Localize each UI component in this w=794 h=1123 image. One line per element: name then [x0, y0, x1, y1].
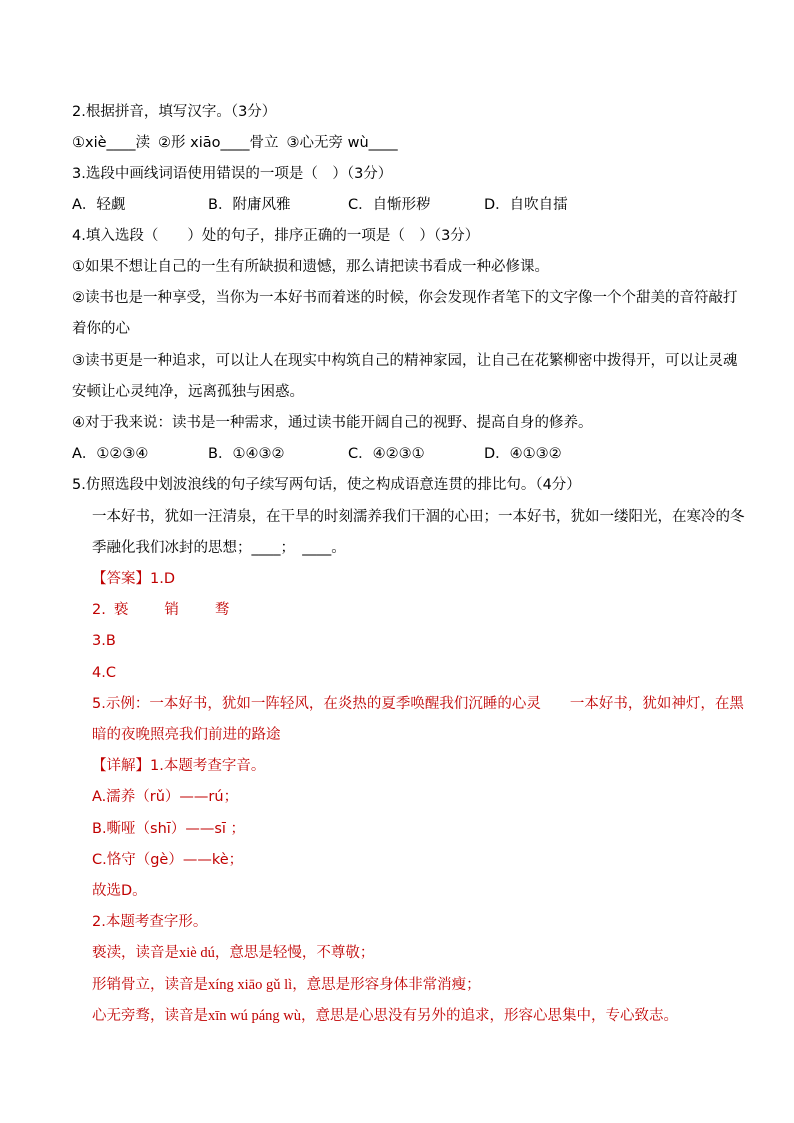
answer-2-char-1: 亵 — [113, 602, 129, 618]
explanation-part-2-title: 2.本题考查字形。 — [92, 914, 208, 930]
q5-title: 5.仿照选段中划波浪线的句子续写两句话，使之构成语意连贯的排比句。（4分） — [72, 477, 581, 493]
answer-2-number: 2. — [92, 602, 106, 618]
q4-sentence-3-line-1: ③读书更是一种追求，可以让人在现实中构筑自己的精神家园，让自己在花繁柳密中拨得开，可以让灵魂 — [72, 353, 738, 369]
q4-sentence-2-line-2: 着你的心 — [72, 321, 130, 337]
answer-2-char-3: 骛 — [214, 602, 230, 618]
word-1-label: 亵渎，读音是 — [92, 945, 179, 961]
answer-header — [92, 569, 752, 589]
q3-option-d: D．自吹自擂 — [484, 197, 568, 213]
explanation-word-2 — [92, 975, 752, 995]
word-1-pinyin: xiè dú — [179, 945, 215, 961]
answer-label: 【答案】1.D — [92, 571, 175, 587]
q3-option-b: B．附庸风雅 — [208, 197, 291, 213]
explanation-word-1 — [92, 943, 752, 963]
q4-sentence-2-line-1: ②读书也是一种享受，当你为一本好书而着迷的时候，你会发现作者笔下的文字像一个个甜美的音符敲打 — [72, 290, 738, 306]
explanation-header: 【详解】1.本题考查字音。 — [92, 758, 266, 774]
word-3-label: 心无旁骛，读音是 — [92, 1008, 208, 1024]
answer-3: 3.B — [92, 633, 116, 649]
explanation-item-b: B.嘶哑（shī）——sī ； — [92, 821, 246, 837]
answer-2-char-2: 销 — [164, 602, 179, 618]
q4-sentence-4: ④对于我来说：读书是一种需求，通过读书能开阔自己的视野、提高自身的修养。 — [72, 415, 593, 431]
q4-option-a: A．①②③④ — [72, 446, 149, 462]
word-2-meaning: ，意思是形容身体非常消瘦； — [292, 977, 481, 993]
q3-options — [72, 195, 732, 215]
answer-5-line-2: 暗的夜晚照亮我们前进的路途 — [92, 727, 281, 743]
word-2-label: 形销骨立，读音是 — [92, 977, 208, 993]
q2-title: 2.根据拼音，填写汉字。（3分） — [72, 104, 277, 120]
q4-option-b: B．①④③② — [208, 446, 285, 462]
q2-items — [72, 133, 732, 153]
explanation-item-a: A.濡养（rǔ）——rú； — [92, 789, 239, 805]
q4-title: 4.填入选段（ ）处的句子，排序正确的一项是（ ）（3分） — [72, 228, 480, 244]
answer-4: 4.C — [92, 665, 116, 681]
q4-sentence-1: ①如果不想让自己的一生有所缺损和遗憾，那么请把读书看成一种必修课。 — [72, 259, 549, 275]
q4-option-d: D．④①③② — [484, 446, 562, 462]
q4-option-c: C．④②③① — [348, 446, 425, 462]
q2-item-1: ①xiè____渎 — [72, 135, 151, 151]
q3-title: 3.选段中画线词语使用错误的一项是（ ）（3分） — [72, 166, 393, 182]
answer-2 — [92, 600, 752, 620]
q2-item-2: ②形 xiāo____骨立 — [158, 135, 279, 151]
word-3-pinyin: xīn wú páng wù — [208, 1008, 302, 1024]
word-1-meaning: ，意思是轻慢，不尊敬； — [214, 945, 375, 961]
q5-passage-line-2: 季融化我们冰封的思想；____； ____。 — [92, 540, 346, 556]
answer-5-line-1: 5.示例：一本好书，犹如一阵轻风，在炎热的夏季唤醒我们沉睡的心灵 一本好书，犹如神灯，在黑 — [92, 696, 744, 712]
q4-sentence-3-line-2: 安顿让心灵纯净，远离孤独与困惑。 — [72, 384, 304, 400]
q3-option-a: A．轻觑 — [72, 197, 126, 213]
q5-passage-line-1: 一本好书，犹如一汪清泉，在干旱的时刻濡养我们干涸的心田；一本好书，犹如一缕阳光，在寒冷的冬 — [92, 509, 745, 525]
q2-item-3: ③心无旁 wù____ — [286, 135, 398, 151]
explanation-conclusion: 故选D。 — [92, 883, 147, 899]
word-3-meaning: ，意思是心思没有另外的追求，形容心思集中，专心致志。 — [301, 1008, 679, 1024]
q4-options — [72, 444, 732, 464]
explanation-word-3 — [92, 1006, 752, 1026]
word-2-pinyin: xíng xiāo gǔ lì — [208, 977, 293, 993]
q3-option-c: C．自惭形秽 — [348, 197, 431, 213]
explanation-item-c: C.恪守（gè）——kè； — [92, 852, 244, 868]
